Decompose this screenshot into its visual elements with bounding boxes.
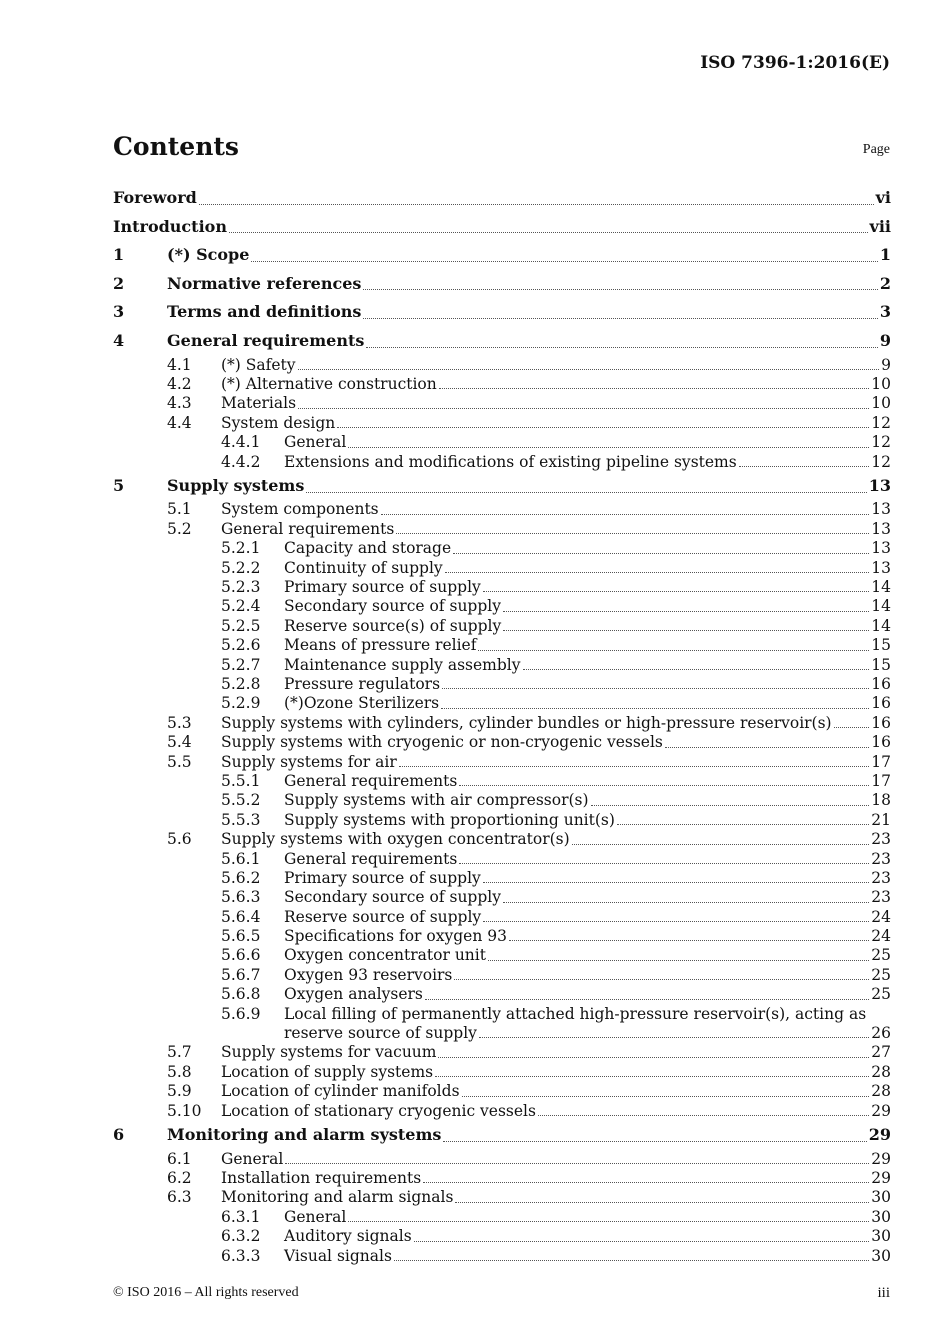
toc-entry-number: 6.3.2 xyxy=(221,1227,261,1246)
dot-leader xyxy=(479,1036,869,1038)
toc-entry[interactable] xyxy=(113,1005,891,1044)
toc-entry-page: 14 xyxy=(871,616,891,635)
toc-entry-page: 12 xyxy=(871,452,891,471)
toc-entry[interactable] xyxy=(113,472,891,501)
toc-entry[interactable] xyxy=(113,501,891,520)
toc-entry-title: Reserve source of supply xyxy=(284,907,482,926)
toc-entry-number: 5.2.6 xyxy=(221,636,261,655)
toc-entry[interactable] xyxy=(113,394,891,413)
toc-entry-title: System components xyxy=(221,500,379,519)
toc-entry[interactable] xyxy=(113,1247,891,1266)
toc-entry[interactable] xyxy=(113,656,891,675)
toc-entry[interactable] xyxy=(113,1121,891,1150)
toc-entry[interactable] xyxy=(113,414,891,433)
toc-entry-title: Supply systems for air xyxy=(221,752,397,771)
toc-entry-title: Primary source of supply xyxy=(284,578,481,597)
dot-leader xyxy=(442,687,869,689)
toc-entry-number: 5.6.6 xyxy=(221,946,261,965)
toc-entry-page: 3 xyxy=(879,302,891,322)
toc-entry-page: 9 xyxy=(881,355,891,374)
toc-entry[interactable] xyxy=(113,356,891,375)
toc-entry[interactable] xyxy=(113,327,891,356)
dot-leader xyxy=(483,881,869,883)
toc-entry-number: 5.2.2 xyxy=(221,558,261,577)
dot-leader xyxy=(435,1075,869,1077)
dot-leader xyxy=(363,317,877,319)
toc-entry-page: 25 xyxy=(871,985,891,1004)
toc-entry[interactable] xyxy=(113,753,891,772)
toc-entry[interactable] xyxy=(113,927,891,946)
toc-entry-page: vi xyxy=(875,188,891,207)
dot-leader xyxy=(381,513,870,515)
toc-entry[interactable] xyxy=(113,520,891,539)
toc-entry-number: 2 xyxy=(113,273,125,293)
toc-entry-title: Supply systems with cryogenic or non-cryogenic vessels xyxy=(221,733,663,752)
toc-entry-title: System design xyxy=(221,413,336,432)
dot-leader xyxy=(298,407,869,409)
toc-entry[interactable] xyxy=(113,985,891,1004)
toc-entry-number: 4.4 xyxy=(167,413,192,432)
dot-leader xyxy=(572,843,870,845)
toc-entry-page: 24 xyxy=(871,907,891,926)
toc-entry-number: 6.3.3 xyxy=(221,1246,261,1265)
toc-entry-number: 4.4.1 xyxy=(221,433,261,452)
toc-entry-title: Oxygen 93 reservoirs xyxy=(284,965,453,984)
dot-leader xyxy=(454,978,869,980)
toc-entry-number: 5 xyxy=(113,475,125,495)
toc-entry-page: 12 xyxy=(871,413,891,432)
footer-page-number: iii xyxy=(877,1285,890,1301)
toc-entry-title: Foreword xyxy=(113,188,197,207)
dot-leader xyxy=(348,1220,869,1222)
toc-entry-page: 16 xyxy=(871,713,891,732)
dot-leader xyxy=(459,862,869,864)
dot-leader xyxy=(439,387,870,389)
toc-entry-page: 2 xyxy=(879,273,891,293)
toc-entry[interactable] xyxy=(113,433,891,452)
toc-entry-number: 5.5 xyxy=(167,752,192,771)
toc-entry[interactable] xyxy=(113,733,891,752)
dot-leader xyxy=(441,707,869,709)
toc-entry-title: Supply systems with proportioning unit(s) xyxy=(284,810,615,829)
toc-entry-page: 12 xyxy=(871,433,891,452)
toc-entry[interactable] xyxy=(113,453,891,472)
toc-entry[interactable] xyxy=(113,1150,891,1169)
dot-leader xyxy=(834,726,870,728)
toc-entry-page: 27 xyxy=(871,1043,891,1062)
toc-entry-number: 5.2 xyxy=(167,519,192,538)
toc-entry[interactable] xyxy=(113,1102,891,1121)
toc-entry[interactable] xyxy=(113,270,891,299)
toc-entry-title: Supply systems with air compressor(s) xyxy=(284,791,589,810)
toc-entry-page: 21 xyxy=(871,810,891,829)
toc-entry-page: 30 xyxy=(871,1227,891,1246)
dot-leader xyxy=(453,552,869,554)
toc-entry-title: Specifications for oxygen 93 xyxy=(284,927,507,946)
toc-entry-page: 28 xyxy=(871,1082,891,1101)
toc-entry-number: 4.4.2 xyxy=(221,452,261,471)
dot-leader xyxy=(591,804,870,806)
dot-leader xyxy=(438,1056,869,1058)
toc-entry-title: Terms and definitions xyxy=(167,302,362,322)
toc-entry[interactable] xyxy=(113,1169,891,1188)
toc-entry-page: 30 xyxy=(871,1246,891,1265)
toc-entry[interactable] xyxy=(113,597,891,616)
toc-entry-page: 10 xyxy=(871,394,891,413)
dot-leader xyxy=(366,346,878,348)
toc-entry-title: General requirements xyxy=(167,330,365,350)
toc-entry[interactable] xyxy=(113,714,891,733)
toc-entry[interactable] xyxy=(113,1188,891,1207)
contents-title: Contents xyxy=(113,132,240,161)
toc-entry[interactable] xyxy=(113,888,891,907)
toc-entry-number: 5.7 xyxy=(167,1043,192,1062)
toc-entry-title: General requirements xyxy=(284,849,458,868)
toc-entry-page: 16 xyxy=(871,694,891,713)
toc-entry-page: 23 xyxy=(871,849,891,868)
toc-entry[interactable] xyxy=(113,908,891,927)
toc-entry-page: 18 xyxy=(871,791,891,810)
toc-entry-title: Oxygen analysers xyxy=(284,985,423,1004)
toc-entry-page: 14 xyxy=(871,578,891,597)
toc-entry-title: Continuity of supply xyxy=(284,558,443,577)
dot-leader xyxy=(348,446,869,448)
toc-entry-title: Supply systems xyxy=(167,475,305,495)
dot-leader xyxy=(443,1140,866,1142)
toc-entry-title: Maintenance supply assembly xyxy=(284,655,521,674)
toc-entry-page: 25 xyxy=(871,965,891,984)
toc-entry-title: Materials xyxy=(221,394,297,413)
toc-entry[interactable] xyxy=(113,578,891,597)
toc-entry-number: 4.2 xyxy=(167,374,192,393)
toc-entry-number: 5.2.9 xyxy=(221,694,261,713)
toc-entry-title: Supply systems with oxygen concentrator(s) xyxy=(221,830,570,849)
toc-entry-number: 5.6.8 xyxy=(221,985,261,1004)
dot-leader xyxy=(285,1162,869,1164)
toc-entry-page: 24 xyxy=(871,927,891,946)
toc-entry-title: Means of pressure relief xyxy=(284,636,477,655)
toc-entry-page: 29 xyxy=(871,1149,891,1168)
toc-entry-number: 6.1 xyxy=(167,1149,192,1168)
toc-entry-number: 5.6.1 xyxy=(221,849,261,868)
toc-entry-title: Secondary source of supply xyxy=(284,888,501,907)
toc-entry-number: 5.6.9 xyxy=(221,1004,261,1023)
toc-entry-page: 23 xyxy=(871,888,891,907)
toc-entry-number: 6.3.1 xyxy=(221,1207,261,1226)
toc-entry-title: Introduction xyxy=(113,216,227,236)
toc-entry[interactable] xyxy=(113,241,891,270)
toc-entry-number: 5.2.8 xyxy=(221,675,261,693)
toc-entry-page: 13 xyxy=(871,500,891,519)
toc-entry-title: Monitoring and alarm signals xyxy=(221,1188,454,1207)
dot-leader xyxy=(509,939,869,941)
dot-leader xyxy=(425,998,869,1000)
toc-entry[interactable] xyxy=(113,946,891,965)
toc-entry-page: 25 xyxy=(871,946,891,965)
toc-entry-title: Monitoring and alarm systems xyxy=(167,1125,442,1145)
table-of-contents xyxy=(113,184,891,1266)
dot-leader xyxy=(488,959,869,961)
toc-entry[interactable] xyxy=(113,559,891,578)
toc-entry-page: 23 xyxy=(871,830,891,849)
toc-entry-number: 5.1 xyxy=(167,500,192,519)
dot-leader xyxy=(483,590,869,592)
dot-leader xyxy=(617,823,869,825)
dot-leader xyxy=(739,465,870,467)
toc-entry-title: Normative references xyxy=(167,273,362,293)
toc-entry-title: Oxygen concentrator unit xyxy=(284,946,486,965)
dot-leader xyxy=(337,426,869,428)
toc-entry[interactable] xyxy=(113,1208,891,1227)
toc-entry-page: 13 xyxy=(871,519,891,538)
toc-entry-title: General requirements xyxy=(221,519,395,538)
dot-leader xyxy=(503,629,869,631)
toc-entry[interactable] xyxy=(113,694,891,713)
toc-entry-title: General xyxy=(221,1149,284,1168)
toc-entry[interactable] xyxy=(113,850,891,869)
toc-entry-title: General requirements xyxy=(284,771,458,790)
toc-entry-title: Location of stationary cryogenic vessels xyxy=(221,1101,536,1120)
toc-entry-title: Auditory signals xyxy=(284,1227,412,1246)
toc-entry-page: vii xyxy=(869,216,891,236)
toc-entry-title: Primary source of supply xyxy=(284,868,481,887)
toc-entry-page: 16 xyxy=(871,733,891,752)
toc-entry-number: 5.5.2 xyxy=(221,791,261,810)
toc-entry-number: 4.3 xyxy=(167,394,192,413)
toc-entry-title: Supply systems for vacuum xyxy=(221,1043,437,1062)
dot-leader xyxy=(503,610,869,612)
dot-leader xyxy=(455,1201,869,1203)
toc-entry-page: 17 xyxy=(871,752,891,771)
toc-entry[interactable] xyxy=(113,184,891,213)
toc-entry-title: Location of supply systems xyxy=(221,1062,434,1081)
toc-entry[interactable] xyxy=(113,636,891,655)
dot-leader xyxy=(251,260,877,262)
toc-entry-page: 17 xyxy=(871,771,891,790)
toc-entry[interactable] xyxy=(113,213,891,242)
dot-leader xyxy=(394,1259,869,1261)
toc-entry-number: 5.2.3 xyxy=(221,578,261,597)
dot-leader xyxy=(478,649,869,651)
toc-entry-page: 30 xyxy=(871,1188,891,1207)
dot-leader xyxy=(399,765,870,767)
toc-entry-number: 5.6.2 xyxy=(221,868,261,887)
toc-entry-number: 1 xyxy=(113,245,125,265)
toc-entry-number: 5.8 xyxy=(167,1062,192,1081)
toc-entry-number: 5.4 xyxy=(167,733,192,752)
toc-entry-number: 5.2.1 xyxy=(221,539,261,558)
toc-entry-title: Local filling of permanently attached high-pressure reservoir(s), acting as xyxy=(284,1004,867,1023)
toc-entry[interactable] xyxy=(113,869,891,888)
toc-entry-number: 5.5.1 xyxy=(221,771,261,790)
toc-entry-number: 5.2.7 xyxy=(221,655,261,674)
toc-entry-number: 5.6.7 xyxy=(221,965,261,984)
toc-entry-number: 6.3 xyxy=(167,1188,192,1207)
toc-entry-page: 26 xyxy=(871,1024,891,1043)
toc-entry-number: 5.6.4 xyxy=(221,907,261,926)
toc-entry-title: Extensions and modifications of existing pipeline systems xyxy=(284,452,737,471)
toc-entry-number: 5.2.5 xyxy=(221,616,261,635)
toc-entry-page: 15 xyxy=(871,655,891,674)
toc-entry-page: 29 xyxy=(871,1168,891,1187)
dot-leader xyxy=(462,1095,870,1097)
toc-entry-number: 5.6.3 xyxy=(221,888,261,907)
dot-leader xyxy=(459,784,869,786)
toc-entry[interactable] xyxy=(113,1063,891,1082)
dot-leader xyxy=(298,368,880,370)
toc-entry[interactable] xyxy=(113,772,891,791)
toc-entry[interactable] xyxy=(113,966,891,985)
toc-entry-page: 14 xyxy=(871,597,891,616)
dot-leader xyxy=(503,901,869,903)
toc-entry-title: Secondary source of supply xyxy=(284,597,501,616)
toc-entry-title: (*)Ozone Sterilizers xyxy=(284,694,440,713)
dot-leader xyxy=(199,203,874,205)
toc-entry[interactable] xyxy=(113,1227,891,1246)
toc-entry-page: 13 xyxy=(868,475,891,495)
toc-entry-page: 1 xyxy=(879,245,891,265)
toc-entry-number: 5.10 xyxy=(167,1101,202,1120)
footer-copyright: © ISO 2016 – All rights reserved xyxy=(113,1285,299,1300)
toc-entry-title: Location of cylinder manifolds xyxy=(221,1082,460,1101)
toc-entry-title: (*) Safety xyxy=(221,355,296,374)
toc-entry-page: 15 xyxy=(871,636,891,655)
toc-entry-number: 6.2 xyxy=(167,1168,192,1187)
toc-entry[interactable] xyxy=(113,811,891,830)
dot-leader xyxy=(665,746,869,748)
toc-entry-title: (*) Scope xyxy=(167,245,250,265)
dot-leader xyxy=(423,1181,869,1183)
dot-leader xyxy=(363,288,877,290)
toc-entry-page: 28 xyxy=(871,1062,891,1081)
toc-entry-title: Installation requirements xyxy=(221,1168,422,1187)
toc-entry-number: 5.3 xyxy=(167,713,192,732)
toc-entry-title: (*) Alternative construction xyxy=(221,374,437,393)
toc-entry-page: 9 xyxy=(879,330,891,350)
toc-entry-title: Visual signals xyxy=(284,1246,392,1265)
toc-entry-title: General xyxy=(284,1207,347,1226)
toc-entry-page: 16 xyxy=(871,675,891,693)
toc-entry-page: 29 xyxy=(871,1101,891,1120)
toc-entry[interactable] xyxy=(113,830,891,849)
dot-leader xyxy=(306,491,866,493)
dot-leader xyxy=(396,532,869,534)
dot-leader xyxy=(414,1240,870,1242)
toc-entry[interactable] xyxy=(113,298,891,327)
toc-entry[interactable] xyxy=(113,375,891,394)
toc-entry-title: Supply systems with cylinders, cylinder bundles or high-pressure reservoir(s) xyxy=(221,713,832,732)
dot-leader xyxy=(483,920,869,922)
toc-entry-number: 5.6.5 xyxy=(221,927,261,946)
toc-entry-title: Reserve source(s) of supply xyxy=(284,616,502,635)
toc-entry-page: 30 xyxy=(871,1207,891,1226)
toc-entry-number: 5.5.3 xyxy=(221,810,261,829)
toc-entry[interactable] xyxy=(113,539,891,558)
toc-entry-number: 3 xyxy=(113,302,125,322)
toc-entry[interactable] xyxy=(113,791,891,810)
toc-entry-page: 10 xyxy=(871,374,891,393)
toc-entry-number: 5.2.4 xyxy=(221,597,261,616)
page-column-label: Page xyxy=(862,142,890,157)
toc-entry-page: 23 xyxy=(871,868,891,887)
toc-entry-page: 13 xyxy=(871,539,891,558)
document-id: ISO 7396-1:2016(E) xyxy=(700,53,890,73)
toc-entry-page: 13 xyxy=(871,558,891,577)
toc-entry[interactable] xyxy=(113,1043,891,1062)
toc-entry-number: 4.1 xyxy=(167,355,192,374)
toc-entry-title: Capacity and storage xyxy=(284,539,452,558)
toc-entry[interactable] xyxy=(113,1082,891,1101)
dot-leader xyxy=(523,668,870,670)
dot-leader xyxy=(538,1114,869,1116)
toc-entry-page: 29 xyxy=(868,1125,891,1145)
dot-leader xyxy=(445,571,870,573)
toc-entry-title: Pressure regulators xyxy=(284,675,441,693)
toc-entry-number: 6 xyxy=(113,1125,125,1145)
toc-entry[interactable] xyxy=(113,617,891,636)
toc-entry[interactable] xyxy=(113,675,891,694)
toc-entry-title-continued: reserve source of supply xyxy=(284,1024,477,1043)
toc-entry-number: 5.6 xyxy=(167,830,192,849)
toc-entry-title: General xyxy=(284,433,347,452)
toc-entry-number: 4 xyxy=(113,330,125,350)
dot-leader xyxy=(229,231,868,233)
toc-entry-number: 5.9 xyxy=(167,1082,192,1101)
